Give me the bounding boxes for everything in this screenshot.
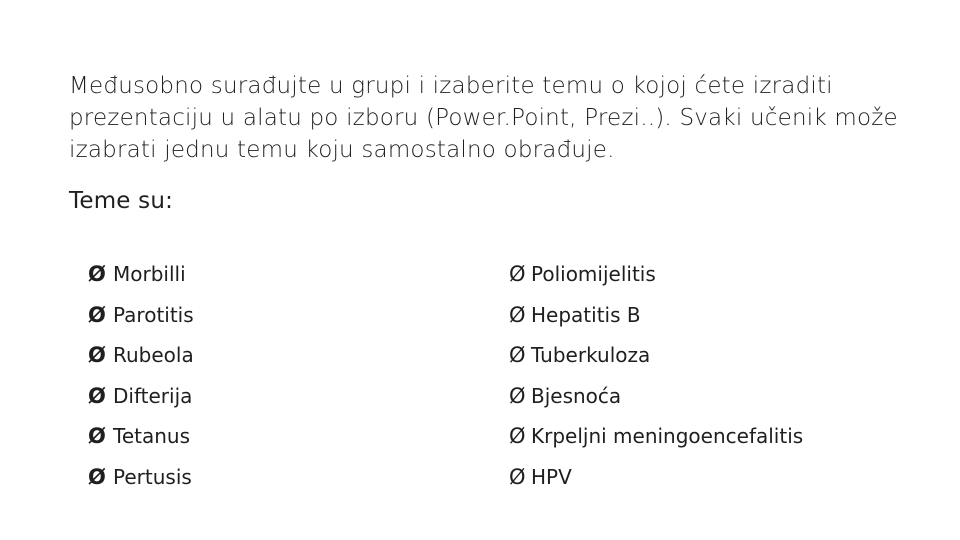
topics-list-left <box>88 254 194 497</box>
list-item <box>88 254 194 295</box>
arrow-bullet-icon: Ø <box>88 343 106 367</box>
arrow-bullet-icon: Ø <box>88 262 106 286</box>
list-item <box>509 416 803 457</box>
topic-label: Tuberkuloza <box>531 343 651 367</box>
empty-set-bullet-icon: Ø <box>509 302 526 327</box>
empty-set-bullet-icon: Ø <box>509 262 526 286</box>
list-item <box>509 254 803 295</box>
empty-set-bullet-icon: Ø <box>509 383 526 408</box>
list-item <box>88 416 194 457</box>
arrow-bullet-icon: Ø <box>88 424 106 448</box>
topic-label: Poliomijelitis <box>531 262 656 286</box>
arrow-bullet-icon: Ø <box>88 302 106 327</box>
topic-label: Krpeljni meningoencefalitis <box>531 424 804 448</box>
topic-label: Pertusis <box>113 464 192 489</box>
topic-label: Hepatitis B <box>531 302 641 327</box>
topic-label: Difterija <box>113 383 193 408</box>
topic-label: Tetanus <box>113 424 190 448</box>
topic-label: Bjesnoća <box>531 383 622 408</box>
list-item <box>509 335 803 376</box>
arrow-bullet-icon: Ø <box>88 383 106 408</box>
topic-label: HPV <box>531 464 572 489</box>
empty-set-bullet-icon: Ø <box>509 343 526 367</box>
list-item <box>88 376 194 417</box>
list-item <box>509 376 803 417</box>
topics-label: Teme su: <box>69 188 174 214</box>
list-item <box>88 335 194 376</box>
list-item <box>88 457 194 498</box>
list-item <box>88 295 194 336</box>
topics-list-right <box>509 254 803 497</box>
empty-set-bullet-icon: Ø <box>509 464 526 489</box>
arrow-bullet-icon: Ø <box>88 464 106 489</box>
topic-label: Rubeola <box>113 343 194 367</box>
intro-text <box>69 70 929 166</box>
topic-label: Parotitis <box>113 302 194 327</box>
topic-label: Morbilli <box>113 262 186 286</box>
empty-set-bullet-icon: Ø <box>509 424 526 448</box>
list-item <box>509 457 803 498</box>
intro-paragraph: Međusobno surađujte u grupi i izaberite temu o kojoj ćete izraditi prezentaciju u alatu po izboru (Power.Point, Prezi..). Svaki učenik može izabrati jednu temu koju samostalno obrađuje. <box>69 73 898 163</box>
list-item <box>509 295 803 336</box>
